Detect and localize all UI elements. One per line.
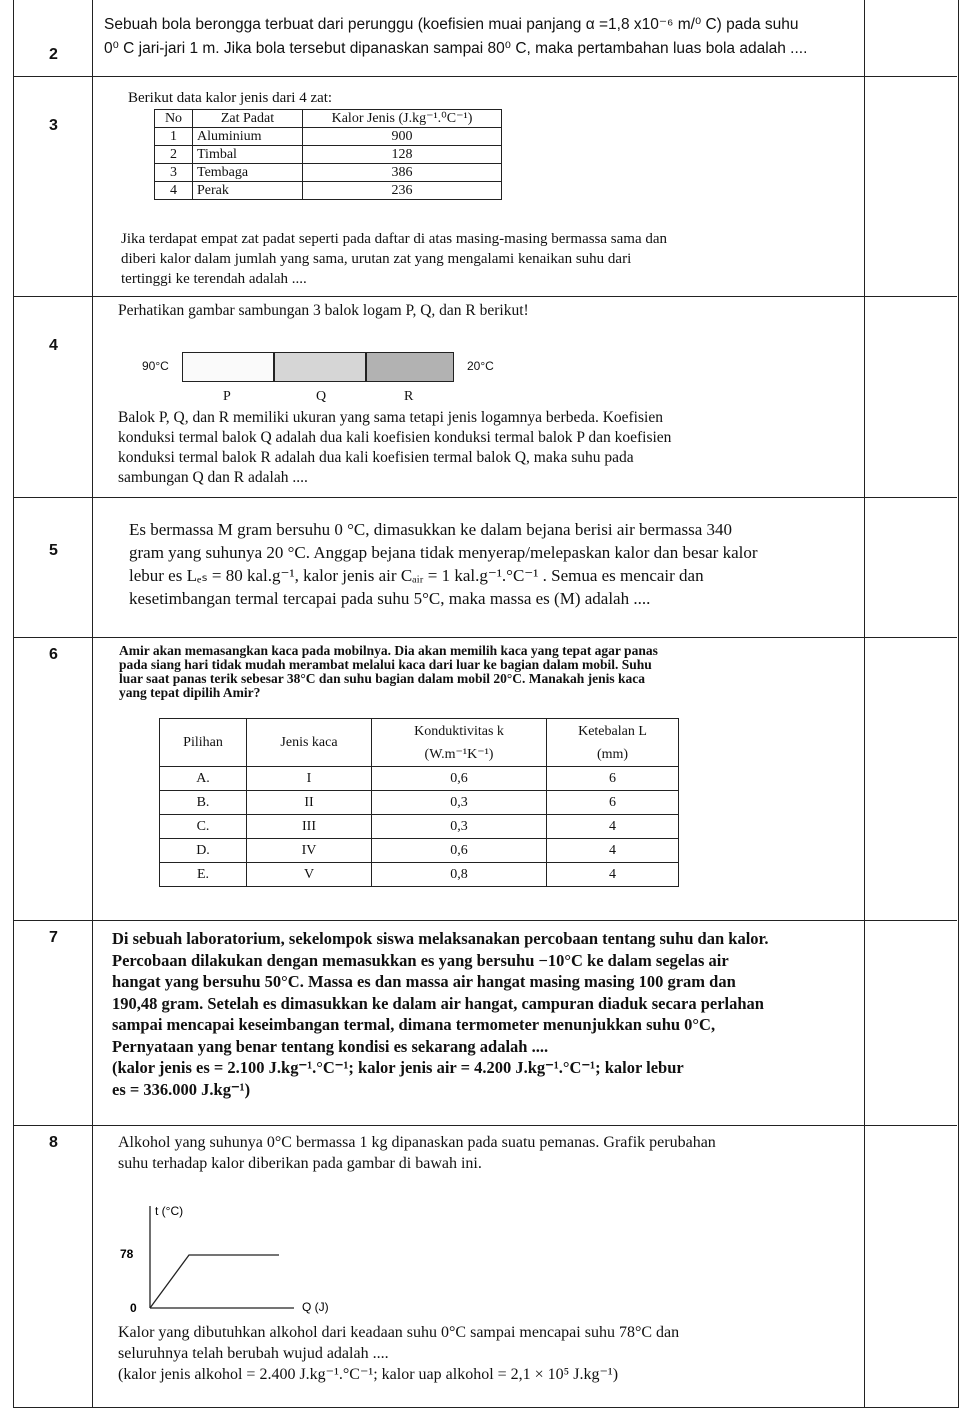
cell-l: 6 — [547, 791, 679, 815]
question-line: hangat yang bersuhu 50°C. Massa es dan massa air hangat masing masing 100 gram dan — [112, 972, 736, 991]
column-header-ketebalan — [547, 719, 679, 767]
temperature-right-label: 20°C — [467, 359, 494, 373]
cell-l: 6 — [547, 767, 679, 791]
table-row — [155, 146, 502, 164]
table-row — [160, 839, 679, 863]
question-line: Di sebuah laboratorium, sekelompok siswa melaksanakan percobaan tentang suhu dan kalor. — [112, 929, 769, 948]
question-line: sambungan Q dan R adalah .... — [118, 469, 308, 486]
number-column — [14, 77, 93, 296]
question-number: 4 — [49, 337, 58, 354]
question-line: Sebuah bola berongga terbuat dari perunggu (koefisien muai panjang α =1,8 x10⁻⁶ m/⁰ C) pada suhu — [104, 16, 799, 33]
cell-pilihan: A. — [160, 767, 247, 791]
question-text — [112, 928, 857, 1100]
question-number: 7 — [49, 929, 58, 946]
header-text: Ketebalan L — [578, 723, 647, 739]
table-header-row — [155, 110, 502, 128]
block-p — [182, 352, 274, 382]
table-row — [160, 815, 679, 839]
answer-column — [864, 0, 957, 76]
temperature-left-label: 90°C — [142, 359, 169, 373]
cell-k: 0,3 — [372, 791, 547, 815]
question-line: tertinggi ke terendah adalah .... — [121, 271, 307, 287]
table-row — [160, 791, 679, 815]
number-column — [14, 297, 93, 497]
answer-column — [864, 297, 957, 497]
question-line: yang tepat dipilih Amir? — [119, 685, 261, 700]
number-column — [14, 1126, 93, 1408]
column-header-konduktivitas — [372, 719, 547, 767]
question-intro: Berikut data kalor jenis dari 4 zat: — [128, 90, 333, 106]
number-column — [14, 0, 93, 76]
cell-k: 0,6 — [372, 767, 547, 791]
column-header-pilihan — [160, 719, 247, 767]
y-tick-label: 78 — [120, 1247, 134, 1261]
cell-pilihan: E. — [160, 863, 247, 887]
question-line: luar saat panas terik sebesar 38°C dan suhu bagian dalam mobil 20°C. Manakah jenis kaca — [119, 671, 646, 686]
block-q — [274, 352, 366, 382]
cell-jenis: V — [247, 863, 372, 887]
question-sheet — [13, 0, 959, 1408]
cell-kalor: 900 — [303, 128, 502, 146]
temperature-curve — [150, 1255, 279, 1308]
number-column — [14, 498, 93, 637]
glass-options-table — [159, 718, 679, 887]
header-text: (mm) — [596, 746, 629, 762]
cell-jenis: I — [247, 767, 372, 791]
question-7-row — [14, 921, 957, 1126]
question-line: (kalor jenis alkohol = 2.400 J.kg⁻¹.°C⁻¹; kalor uap alkohol = 2,1 × 10⁵ J.kg⁻¹) — [118, 1366, 619, 1383]
cell-l: 4 — [547, 815, 679, 839]
question-text — [121, 229, 851, 289]
cell-pilihan: C. — [160, 815, 247, 839]
cell-k: 0,6 — [372, 839, 547, 863]
column-header: No — [155, 110, 193, 128]
cell-zat: Timbal — [193, 146, 303, 164]
cell-no: 2 — [155, 146, 193, 164]
block-q-label: Q — [316, 389, 327, 404]
answer-column — [864, 638, 957, 920]
cell-k: 0,8 — [372, 863, 547, 887]
header-text: (W.m⁻¹K⁻¹) — [424, 746, 494, 762]
table-row — [155, 182, 502, 200]
cell-jenis: IV — [247, 839, 372, 863]
table-row — [155, 164, 502, 182]
question-line: 190,48 gram. Setelah es dimasukkan ke dalam air hangat, campuran diaduk secara perlahan — [112, 993, 764, 1013]
number-column — [14, 921, 93, 1125]
question-intro: Perhatikan gambar sambungan 3 balok logam P, Q, dan R berikut! — [118, 302, 529, 319]
question-line: Balok P, Q, dan R memiliki ukuran yang sama tetapi jenis logamnya berbeda. Koefisien — [118, 409, 663, 426]
question-8-row — [14, 1126, 957, 1408]
question-line: seluruhnya telah berubah wujud adalah .... — [118, 1345, 389, 1362]
y-axis-label: t (°C) — [155, 1204, 184, 1218]
cell-pilihan: B. — [160, 791, 247, 815]
number-column — [14, 638, 93, 920]
question-6-row — [14, 638, 957, 921]
question-line: (kalor jenis es = 2.100 J.kg⁻¹.°C⁻¹; kalor jenis air = 4.200 J.kg⁻¹.°C⁻¹; kalor lebur — [112, 1058, 684, 1077]
column-header-jenis — [247, 719, 372, 767]
cell-kalor: 386 — [303, 164, 502, 182]
question-number: 5 — [49, 542, 58, 559]
cell-zat: Tembaga — [193, 164, 303, 182]
cell-kalor: 128 — [303, 146, 502, 164]
y-tick-label: 0 — [130, 1301, 137, 1315]
question-line: Jika terdapat empat zat padat seperti pada daftar di atas masing-masing bermassa sama dan — [121, 231, 668, 247]
question-number: 8 — [49, 1134, 58, 1151]
temperature-heat-chart — [109, 1198, 349, 1318]
question-text — [104, 13, 874, 61]
block-r-label: R — [404, 389, 414, 404]
question-line: Pernyataan yang benar tentang kondisi es sekarang adalah .... — [112, 1036, 549, 1056]
question-number: 3 — [49, 117, 58, 134]
answer-column — [864, 77, 957, 296]
question-line: konduksi termal balok R adalah dua kali koefisien termal balok Q, maka suhu pada — [118, 449, 634, 466]
question-line: Percobaan dilakukan dengan memasukkan es yang bersuhu −10°C ke dalam segelas air — [112, 950, 729, 970]
header-text: Konduktivitas k — [414, 723, 504, 739]
question-text — [118, 408, 848, 488]
header-text: Pilihan — [183, 735, 223, 750]
header-text: Jenis kaca — [280, 735, 338, 750]
question-line: kesetimbangan termal tercapai pada suhu 5°C, maka massa es (M) adalah .... — [129, 589, 651, 608]
cell-pilihan: D. — [160, 839, 247, 863]
question-line: pada siang hari tidak mudah merambat melalui kaca dari luar ke bagian dalam mobil. Suhu — [119, 657, 652, 672]
column-header: Zat Padat — [193, 110, 303, 128]
x-axis-label: Q (J) — [302, 1300, 329, 1314]
specific-heat-table — [154, 109, 502, 200]
question-line: 0⁰ C jari-jari 1 m. Jika bola tersebut dipanaskan sampai 80⁰ C, maka pertambahan luas bola adalah .... — [104, 40, 808, 57]
question-2-row — [14, 0, 957, 77]
question-line: Es bermassa M gram bersuhu 0 °C, dimasukkan ke dalam bejana berisi air bermassa 340 — [129, 520, 733, 539]
question-line: konduksi termal balok Q adalah dua kali koefisien konduksi termal balok P dan koefisien — [118, 429, 672, 446]
block-p-label: P — [223, 389, 231, 404]
cell-k: 0,3 — [372, 815, 547, 839]
question-line: es = 336.000 J.kg⁻¹) — [112, 1079, 251, 1099]
question-text — [118, 1132, 853, 1174]
question-line: gram yang suhunya 20 °C. Anggap bejana tidak menyerap/melepaskan kalor dan besar kalor — [129, 543, 758, 562]
answer-column — [864, 1126, 957, 1408]
question-3-row — [14, 77, 957, 297]
question-5-row — [14, 498, 957, 638]
answer-column — [864, 498, 957, 637]
question-line: Amir akan memasangkan kaca pada mobilnya. Dia akan memilih kaca yang tepat agar panas — [119, 643, 658, 658]
question-line: suhu terhadap kalor diberikan pada gambar di bawah ini. — [118, 1155, 482, 1172]
question-line: diberi kalor dalam jumlah yang sama, urutan zat yang mengalami kenaikan suhu dari — [121, 251, 632, 267]
cell-zat: Perak — [193, 182, 303, 200]
question-text — [119, 644, 854, 700]
cell-l: 4 — [547, 863, 679, 887]
answer-column — [864, 921, 957, 1125]
table-header-row — [160, 719, 679, 767]
question-number: 2 — [49, 46, 58, 63]
question-line: sampai mencapai keseimbangan termal, dimana termometer menunjukkan suhu 0°C, — [112, 1015, 716, 1034]
column-header: Kalor Jenis (J.kg⁻¹.⁰C⁻¹) — [303, 110, 502, 128]
table-row — [155, 128, 502, 146]
cell-zat: Aluminium — [193, 128, 303, 146]
block-r — [366, 352, 454, 382]
cell-kalor: 236 — [303, 182, 502, 200]
question-line: lebur es Lₑₛ = 80 kal.g⁻¹, kalor jenis air Cₐᵢᵣ = 1 kal.g⁻¹.°C⁻¹ . Semua es mencair dan — [129, 566, 704, 585]
question-text — [129, 518, 849, 610]
cell-l: 4 — [547, 839, 679, 863]
cell-no: 4 — [155, 182, 193, 200]
question-4-row — [14, 297, 957, 498]
cell-no: 1 — [155, 128, 193, 146]
cell-jenis: II — [247, 791, 372, 815]
table-row — [160, 863, 679, 887]
cell-no: 3 — [155, 164, 193, 182]
table-row — [160, 767, 679, 791]
question-text — [118, 1322, 853, 1385]
question-number: 6 — [49, 646, 58, 663]
cell-jenis: III — [247, 815, 372, 839]
question-line: Alkohol yang suhunya 0°C bermassa 1 kg dipanaskan pada suatu pemanas. Grafik perubahan — [118, 1134, 716, 1151]
question-line: Kalor yang dibutuhkan alkohol dari keadaan suhu 0°C sampai mencapai suhu 78°C dan — [118, 1324, 680, 1341]
